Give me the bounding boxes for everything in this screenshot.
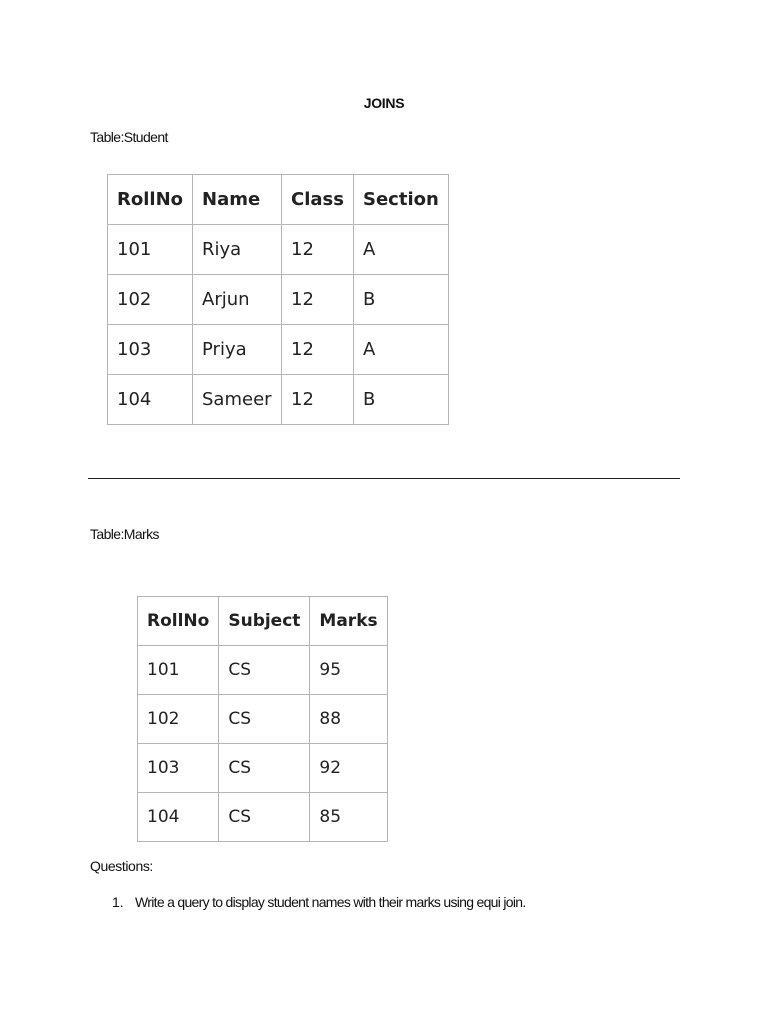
horizontal-divider [88,478,680,479]
question-item [90,894,526,910]
table-cell: 103 [108,325,193,375]
document-title: JOINS [363,95,405,111]
table-cell: CS [219,695,310,744]
questions-heading: Questions: [90,858,153,874]
table-cell: 101 [138,646,219,695]
table-cell: 102 [138,695,219,744]
question-text: Write a query to display student names with their marks using equi join. [135,894,526,910]
table-header-row [138,597,388,646]
table-cell: B [354,375,449,425]
table-cell: Sameer [193,375,282,425]
column-header: Name [193,175,282,225]
marks-table-caption: Table:Marks [90,526,159,542]
column-header: Class [282,175,354,225]
table-row [108,375,449,425]
table-cell: Priya [193,325,282,375]
table-cell: A [354,225,449,275]
table-cell: 12 [282,375,354,425]
table-row [108,225,449,275]
column-header: RollNo [138,597,219,646]
table-cell: 102 [108,275,193,325]
table-cell: Riya [193,225,282,275]
table-cell: 95 [310,646,387,695]
table-cell: 12 [282,225,354,275]
table-cell: Arjun [193,275,282,325]
table-cell: CS [219,793,310,842]
table-row [108,275,449,325]
column-header: Subject [219,597,310,646]
table-cell: 104 [108,375,193,425]
student-table [107,174,449,425]
table-cell: 104 [138,793,219,842]
table-cell: 92 [310,744,387,793]
questions-list [90,894,526,910]
student-table-caption: Table:Student [90,129,168,145]
question-number: 1. [112,894,124,910]
table-cell: 88 [310,695,387,744]
table-row [138,695,388,744]
table-cell: 12 [282,275,354,325]
column-header: RollNo [108,175,193,225]
table-row [138,793,388,842]
marks-table [137,596,388,842]
table-cell: 103 [138,744,219,793]
table-cell: 85 [310,793,387,842]
table-cell: 12 [282,325,354,375]
column-header: Marks [310,597,387,646]
table-row [138,744,388,793]
table-cell: CS [219,646,310,695]
table-cell: 101 [108,225,193,275]
table-cell: CS [219,744,310,793]
table-cell: A [354,325,449,375]
table-cell: B [354,275,449,325]
table-header-row [108,175,449,225]
table-row [108,325,449,375]
table-row [138,646,388,695]
column-header: Section [354,175,449,225]
